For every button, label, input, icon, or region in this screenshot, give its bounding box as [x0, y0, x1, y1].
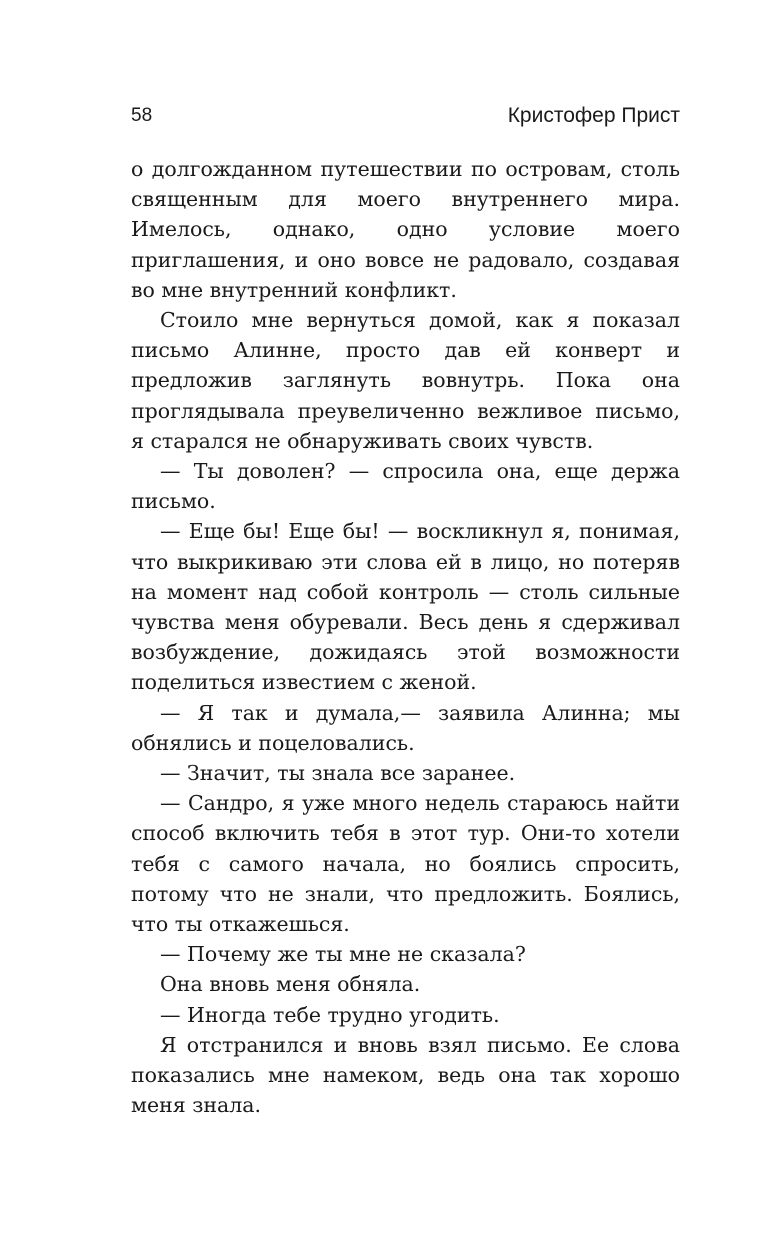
body-text: [131, 154, 680, 1121]
dialogue-line: — Почему же ты мне не сказала?: [160, 942, 526, 967]
dialogue-line: — Сандро, я уже много недель стараюсь найти способ включить тебя в этот тур. Они-то хотели тебя с самого начала, но боялись спросить, потому что не знали, что предложить. Боялись, что ты откажешься.: [131, 791, 680, 937]
page-header: [131, 100, 680, 132]
running-head-author: Кристофер Прист: [507, 104, 680, 127]
paragraph: о долгожданном путешествии по островам, столь священным для моего внутреннего мира. Имелось, однако, одно условие моего приглашения, и оно вовсе не радовало, создавая во мне внутренний конфликт.: [131, 157, 680, 302]
dialogue-line: — Я так и думала,— заявила Алинна; мы обнялись и поцеловались.: [131, 700, 680, 755]
paragraph: Она вновь меня обняла.: [160, 972, 421, 997]
dialogue-line: — Значит, ты знала все заранее.: [160, 761, 516, 786]
dialogue-line: — Иногда тебе трудно угодить.: [160, 1002, 500, 1027]
paragraph: Стоило мне вернуться домой, как я показал письмо Алинне, просто дав ей конверт и предложив заглянуть вовнутрь. Пока она проглядывала преувеличенно вежливое письмо, я старался не обнаруживать своих чувств.: [131, 308, 680, 453]
paragraph: Я отстранился и вновь взял письмо. Ее слова показались мне намеком, ведь она так хорошо меня знала.: [131, 1032, 680, 1118]
page-number: 58: [131, 105, 153, 126]
dialogue-line: — Еще бы! Еще бы! — воскликнул я, понимая, что выкрикиваю эти слова ей в лицо, но потеряв на момент над собой контроль — столь сильные чувства меня обуревали. Весь день я сдерживал возбуждение, дожидаясь этой возможности поделиться известием с женой.: [131, 519, 680, 695]
dialogue-line: — Ты доволен? — спросила она, еще держа письмо.: [131, 459, 680, 514]
